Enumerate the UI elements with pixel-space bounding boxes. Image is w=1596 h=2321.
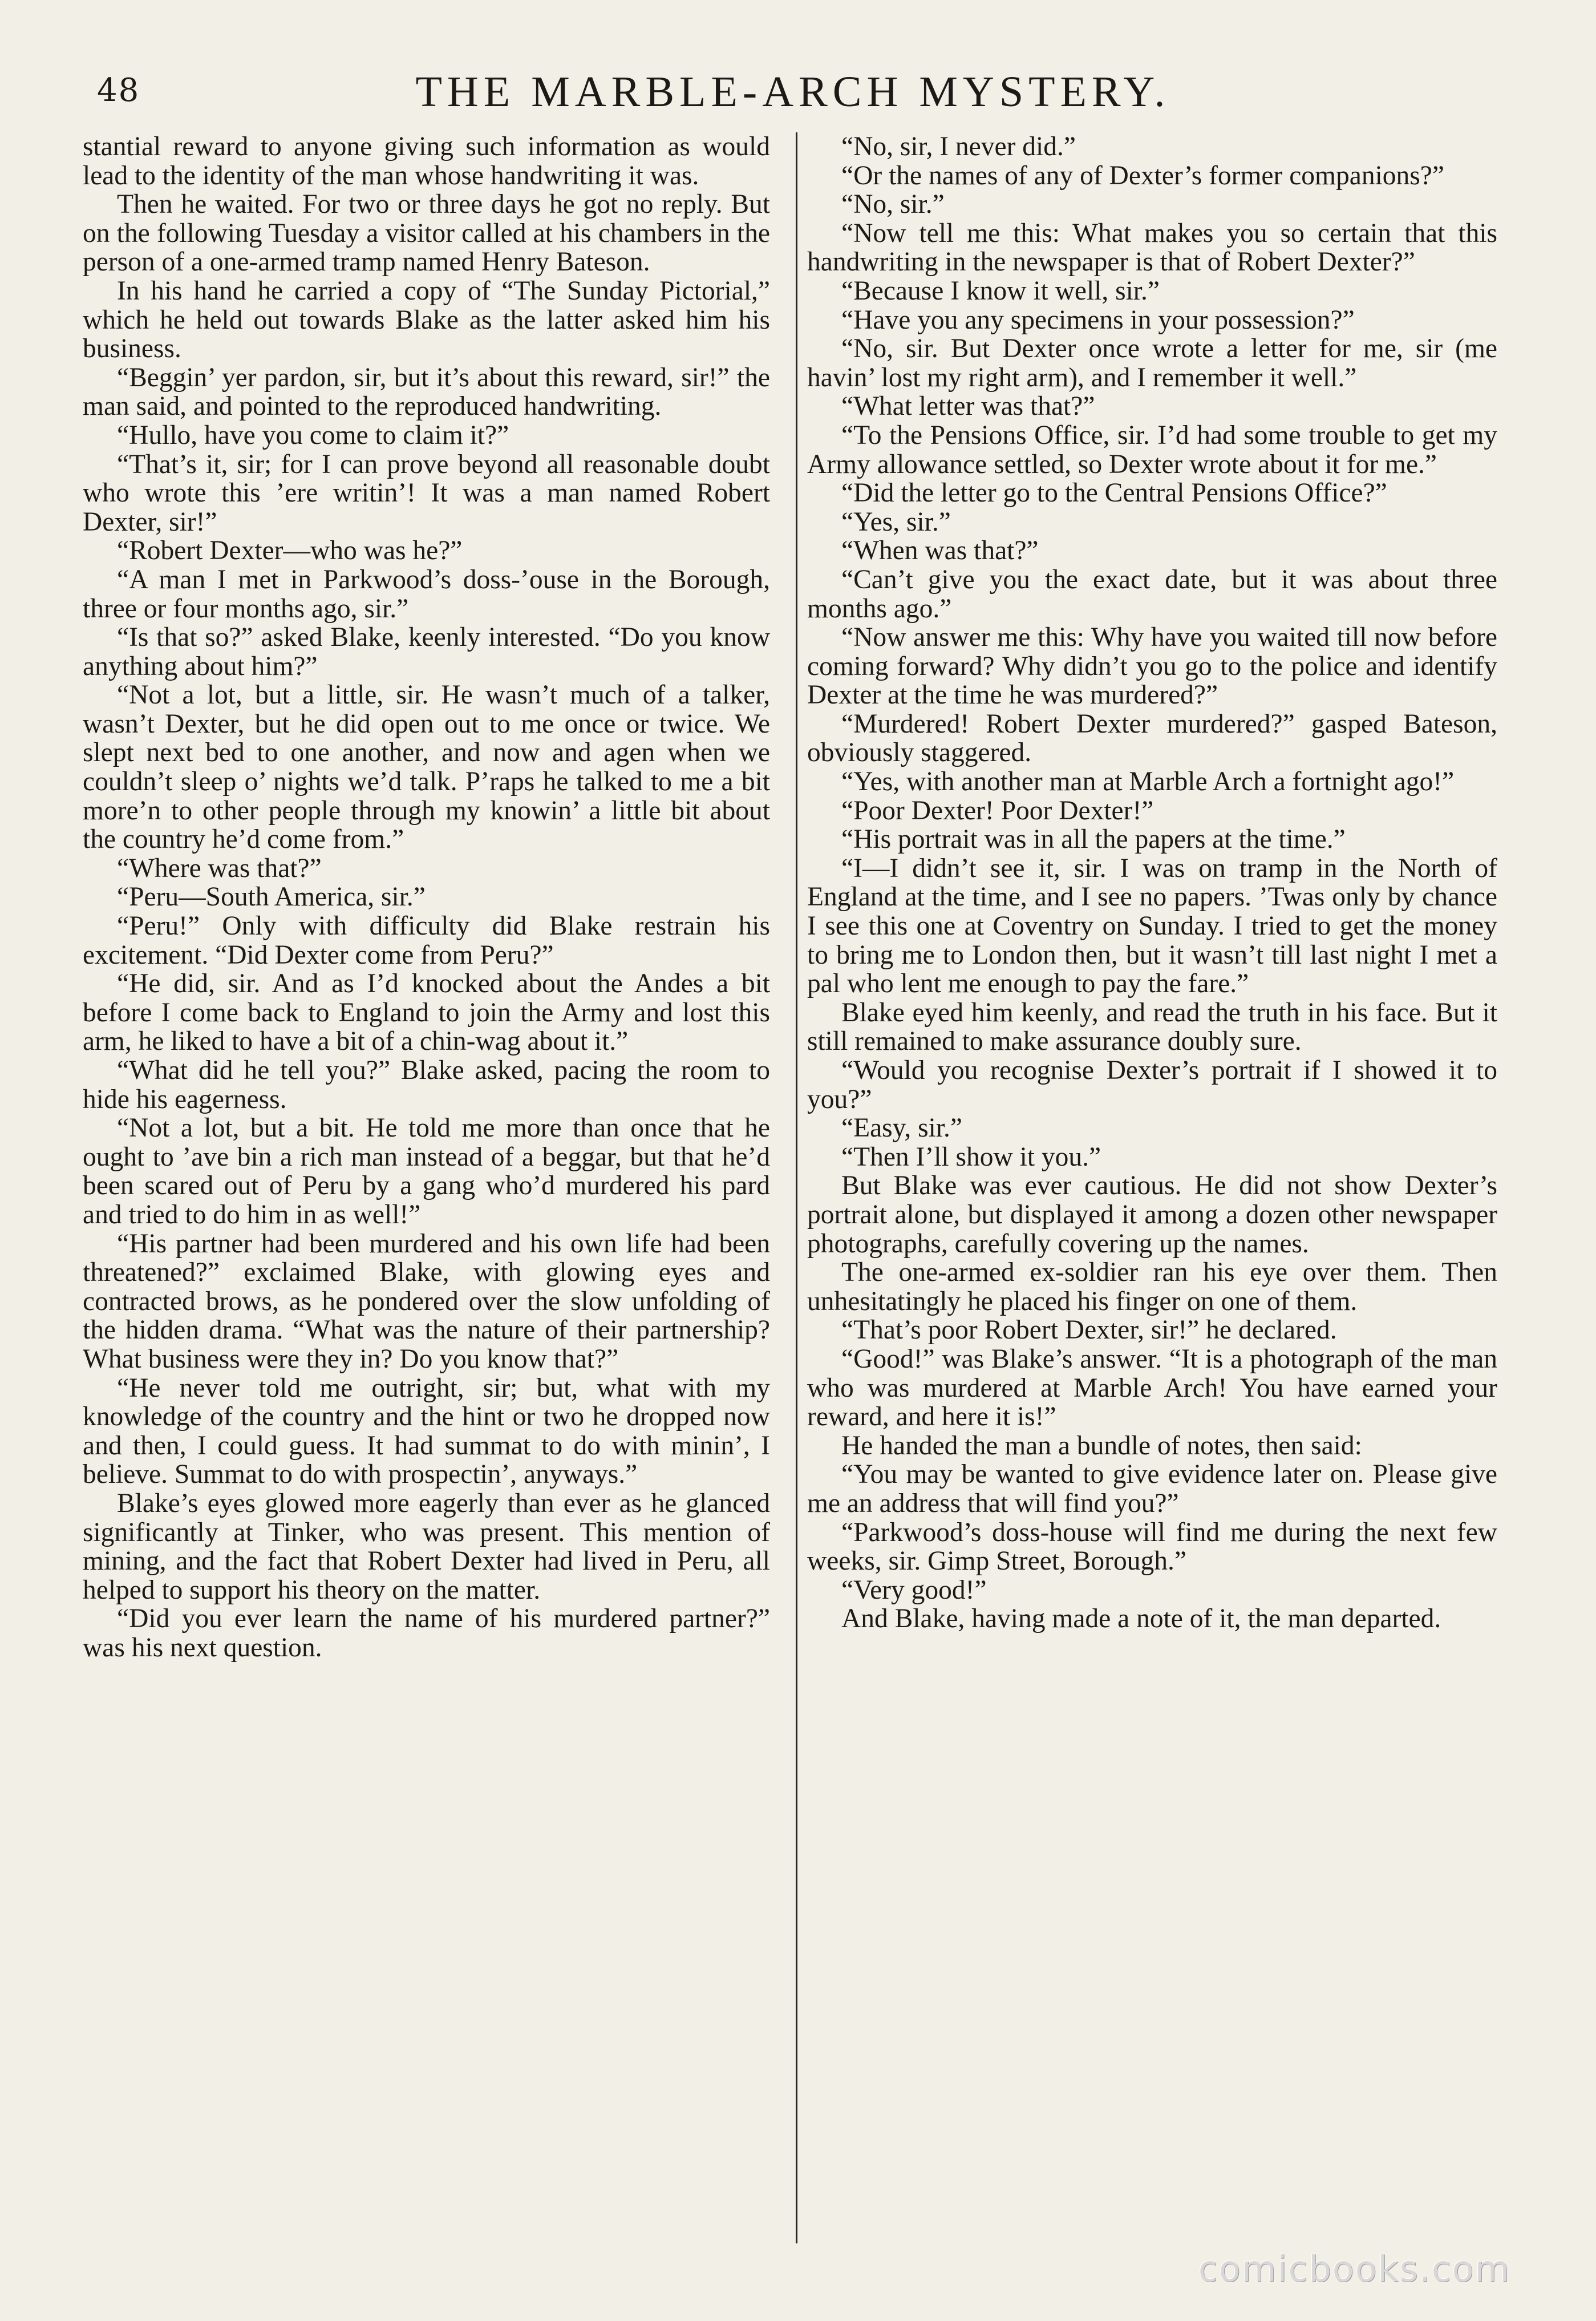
paragraph: “Did you ever learn the name of his murdered partner?” was his next question. — [83, 1604, 770, 1663]
paragraph: “Hullo, have you come to claim it?” — [117, 420, 509, 450]
paragraph: “Yes, with another man at Marble Arch a fortnight ago!” — [841, 767, 1455, 797]
paragraph: “Beggin’ yer pardon, sir, but it’s about this reward, sir!” the man said, and pointed to the reproduced handwriting. — [83, 362, 770, 422]
paragraph: “Murdered! Robert Dexter murdered?” gasped Bateson, obviously staggered. — [807, 709, 1497, 768]
paragraph: “His partner had been murdered and his own life had been threatened?” exclaimed Blake, with glowing eyes and contracted brows, as he pondered over the slow unfolding of the hidden drama. “What was the nature of their partnership? What business were they in? Do you know that?” — [83, 1228, 770, 1374]
paragraph: “You may be wanted to give evidence later on. Please give me an address that will find you?” — [807, 1459, 1497, 1518]
paragraph: “No, sir. But Dexter once wrote a letter for me, sir (me havin’ lost my right arm), and I remember it well.” — [807, 334, 1497, 393]
paragraph: “Because I know it well, sir.” — [841, 276, 1160, 306]
paragraph: “To the Pensions Office, sir. I’d had some trouble to get my Army allowance settled, so Dexter wrote about it for me.” — [807, 420, 1497, 479]
paragraph: “Robert Dexter—who was he?” — [117, 536, 463, 566]
paragraph: “Peru!” Only with difficulty did Blake restrain his excitement. “Did Dexter come from Peru?” — [83, 911, 770, 970]
paragraph: “Where was that?” — [117, 853, 322, 883]
paragraph: “Can’t give you the exact date, but it was about three months ago.” — [807, 564, 1497, 624]
paragraph: “Easy, sir.” — [841, 1113, 962, 1143]
paragraph: “Very good!” — [841, 1575, 987, 1605]
paragraph: Blake’s eyes glowed more eagerly than ever as he glanced significantly at Tinker, who was present. This mention of mining, and the fact that Robert Dexter had lived in Peru, all helped to support his theory on the matter. — [83, 1488, 770, 1605]
paragraph: Blake eyed him keenly, and read the truth in his face. But it still remained to make assurance doubly sure. — [807, 997, 1497, 1057]
paragraph: “His portrait was in all the papers at the time.” — [841, 824, 1346, 855]
paragraph: “Poor Dexter! Poor Dexter!” — [841, 795, 1154, 826]
paragraph: “Is that so?” asked Blake, keenly interested. “Do you know anything about him?” — [83, 622, 770, 681]
paragraph: “What letter was that?” — [841, 391, 1095, 422]
left-column — [83, 132, 770, 1662]
paragraph: “Would you recognise Dexter’s portrait if I showed it to you?” — [807, 1056, 1497, 1114]
paragraph: “A man I met in Parkwood’s doss-’ouse in the Borough, three or four months ago, sir.” — [83, 564, 770, 624]
paragraph: “When was that?” — [841, 536, 1039, 566]
paragraph: “Peru—South America, sir.” — [117, 882, 426, 912]
paragraph: But Blake was ever cautious. He did not show Dexter’s portrait alone, but displayed it among a dozen other newspaper photographs, carefully covering up the names. — [807, 1171, 1497, 1259]
paragraph: “That’s it, sir; for I can prove beyond all reasonable doubt who wrote this ’ere writin’! It was a man named Robert Dexter, sir!” — [83, 449, 770, 537]
paragraph: And Blake, having made a note of it, the man departed. — [841, 1604, 1441, 1634]
paragraph: The one-armed ex-soldier ran his eye over them. Then unhesitatingly he placed his finger on one of them. — [807, 1257, 1497, 1316]
paragraph: In his hand he carried a copy of “The Sunday Pictorial,” which he held out towards Blake as the latter asked him his business. — [83, 276, 770, 364]
paragraph: “Good!” was Blake’s answer. “It is a photograph of the man who was murdered at Marble Arch! You have earned your reward, and here it is!” — [807, 1344, 1497, 1432]
paragraph: “Now tell me this: What makes you so certain that this handwriting in the newspaper is that of Robert Dexter?” — [807, 218, 1497, 277]
column-divider — [796, 132, 797, 2243]
paragraph: “Not a lot, but a little, sir. He wasn’t much of a talker, wasn’t Dexter, but he did open out to me once or twice. We slept next bed to one another, and now and agen when we couldn’t sleep o’ nights we’d talk. P’raps he talked to me a bit more’n to other people through my knowin’ a little bit about the country he’d come from.” — [83, 680, 770, 855]
paragraph: “Then I’ll show it you.” — [841, 1142, 1101, 1172]
paragraph: “He did, sir. And as I’d knocked about the Andes a bit before I come back to England to join the Army and lost this arm, he liked to have a bit of a chin-wag about it.” — [83, 969, 770, 1057]
paragraph: “Did the letter go to the Central Pensions Office?” — [841, 478, 1387, 508]
paragraph: “Or the names of any of Dexter’s former companions?” — [841, 160, 1444, 191]
paragraph: “Parkwood’s doss-house will find me during the next few weeks, sir. Gimp Street, Borough.” — [807, 1517, 1497, 1576]
paragraph: “I—I didn’t see it, sir. I was on tramp in the North of England at the time, and I see no papers. ’Twas only by chance I see this one at Coventry on Sunday. I tried to get the money to bring me to London then, but it wasn’t till last night I met a pal who lent me enough to pay the fare.” — [807, 853, 1497, 999]
page-header — [91, 67, 1494, 130]
paragraph: “No, sir, I never did.” — [841, 132, 1076, 161]
paragraph: “Not a lot, but a bit. He told me more than once that he ought to ’ave bin a rich man instead of a beggar, but that he’d been scared out of Peru by a gang who’d murdered his pard and tried to do him in as well!” — [83, 1113, 770, 1230]
paragraph: “Have you any specimens in your possession?” — [841, 305, 1355, 335]
paragraph: “Now answer me this: Why have you waited till now before coming forward? Why didn’t you go to the police and identify Dexter at the time he was murdered?” — [807, 622, 1497, 710]
running-title: THE MARBLE-ARCH MYSTERY. — [415, 68, 1170, 116]
page-number: 48 — [97, 72, 140, 109]
right-column — [807, 132, 1497, 1633]
site-watermark: comicbooks.com — [1198, 2248, 1510, 2290]
paragraph: “He never told me outright, sir; but, what with my knowledge of the country and the hint or two he dropped now and then, I could guess. It had summat to do with minin’, I believe. Summat to do with prospectin’, anyways.” — [83, 1373, 770, 1490]
paragraph: “No, sir.” — [841, 189, 945, 220]
paragraph: “That’s poor Robert Dexter, sir!” he declared. — [841, 1315, 1337, 1345]
paragraph: “Yes, sir.” — [841, 507, 951, 537]
paragraph: He handed the man a bundle of notes, then said: — [841, 1430, 1362, 1461]
paragraph: stantial reward to anyone giving such information as would lead to the identity of the man whose handwriting it was. — [83, 132, 770, 191]
paragraph: “What did he tell you?” Blake asked, pacing the room to hide his eagerness. — [83, 1056, 770, 1114]
paragraph: Then he waited. For two or three days he got no reply. But on the following Tuesday a visitor called at his chambers in the person of a one-armed tramp named Henry Bateson. — [83, 189, 770, 277]
